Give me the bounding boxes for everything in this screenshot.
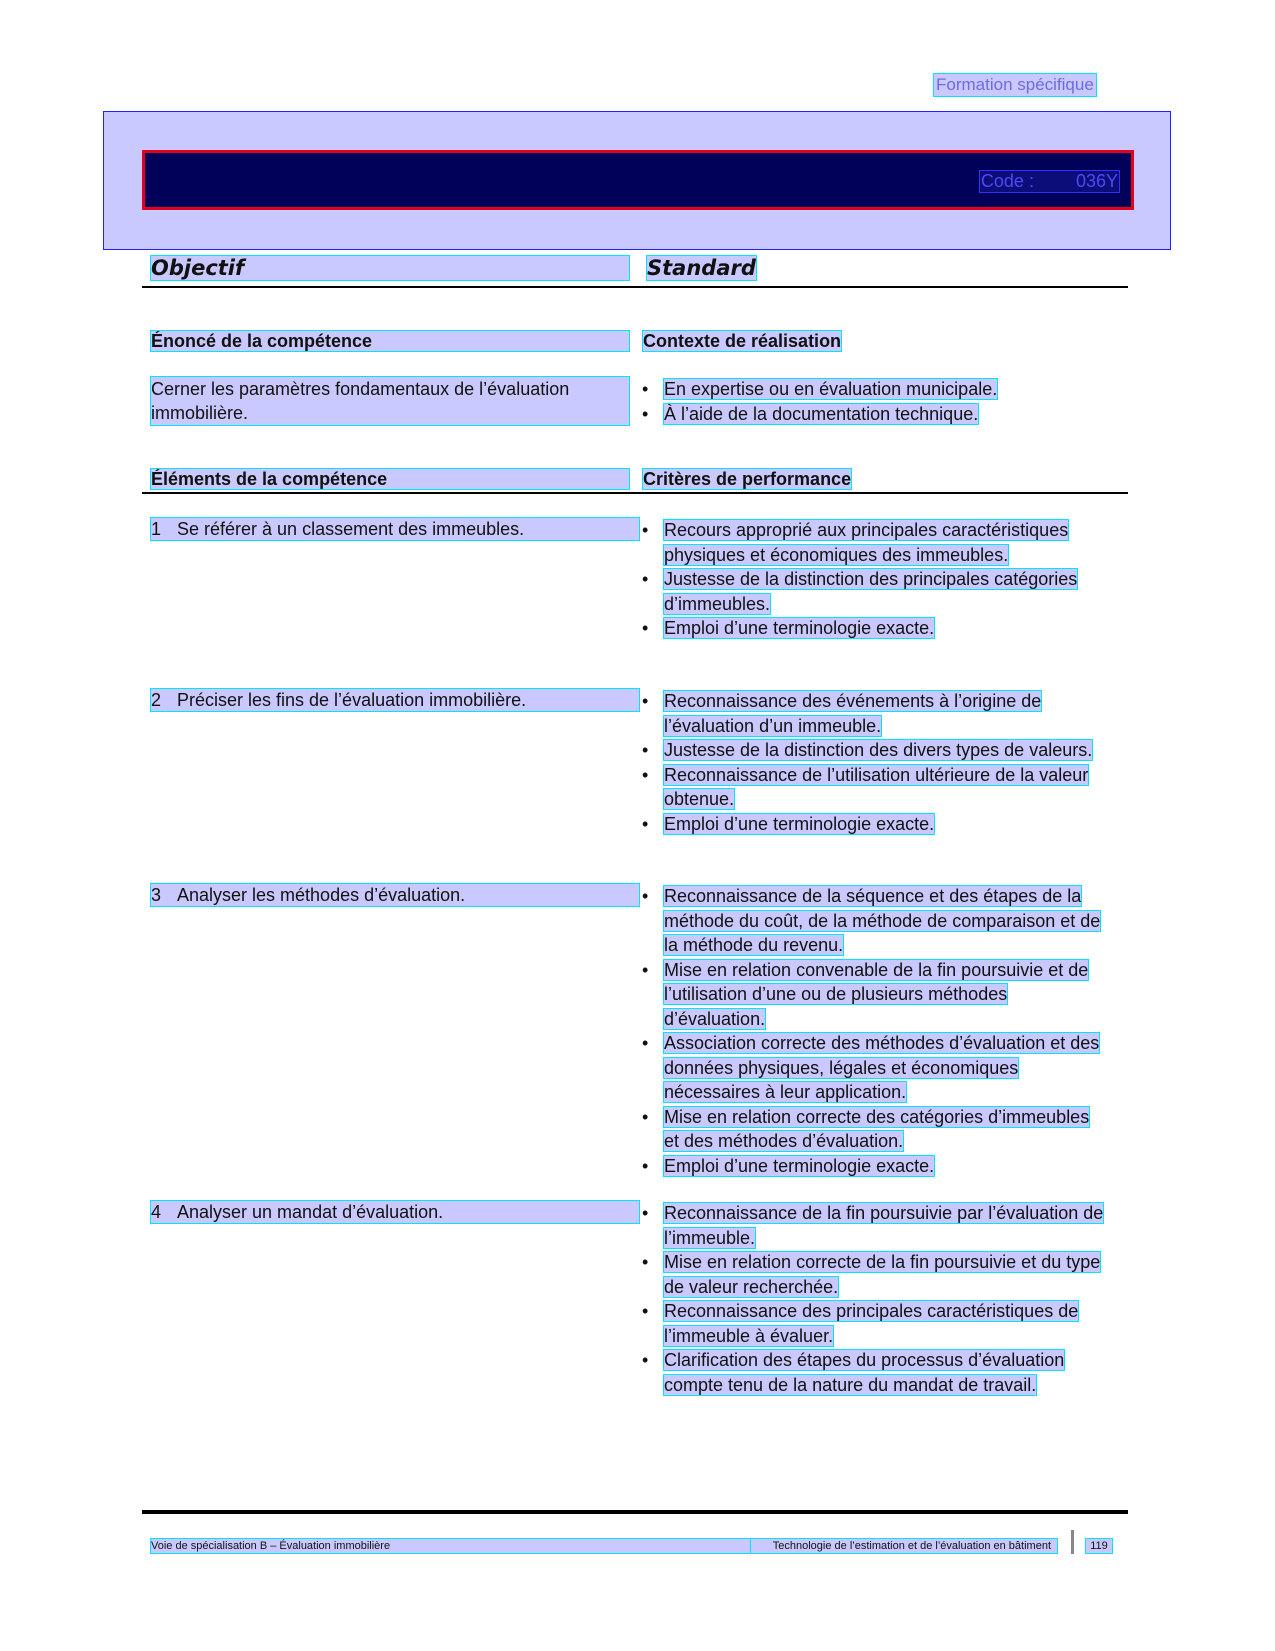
criterion-item: • Mise en relation convenable de la fin poursuivie et de l’utilisation d’une ou de plusieurs méthodes d’évaluation. xyxy=(642,958,1104,1032)
section-standard: Standard xyxy=(647,256,756,280)
code-label: Code : xyxy=(980,171,1034,191)
element-3: 3 Analyser les méthodes d’évaluation. xyxy=(151,884,639,906)
criterion-item: • Reconnaissance des principales caractéristiques de l’immeuble à évaluer. xyxy=(642,1299,1104,1348)
criterion-item: • Emploi d’une terminologie exacte. xyxy=(642,1154,1104,1179)
criterion-item: • Recours approprié aux principales caractéristiques physiques et économiques des immeubles. xyxy=(642,518,1104,567)
section-rule xyxy=(142,286,1128,288)
footer-rule xyxy=(142,1510,1128,1514)
criterion-item: • Association correcte des méthodes d’évaluation et des données physiques, légales et économiques nécessaires à leur application. xyxy=(642,1031,1104,1105)
criterion-item: • Emploi d’une terminologie exacte. xyxy=(642,616,1104,641)
header-label: Formation spécifique xyxy=(936,75,1094,94)
context-list xyxy=(642,377,1122,426)
page-number: 119 xyxy=(1086,1539,1112,1553)
criteria-list-1 xyxy=(642,518,1104,641)
element-2: 2 Préciser les fins de l’évaluation immobilière. xyxy=(151,689,639,711)
criterion-item: • Justesse de la distinction des divers types de valeurs. xyxy=(642,738,1104,763)
code-field xyxy=(980,171,1119,192)
footer-right: Technologie de l’estimation et de l’évaluation en bâtiment xyxy=(751,1539,1057,1553)
criterion-item: • Reconnaissance des événements à l’origine de l’évaluation d’un immeuble. xyxy=(642,689,1104,738)
criterion-item: • Reconnaissance de la séquence et des étapes de la méthode du coût, de la méthode de comparaison et de la méthode du revenu. xyxy=(642,884,1104,958)
criteria-list-4 xyxy=(642,1201,1104,1397)
element-1: 1 Se référer à un classement des immeubles. xyxy=(151,518,639,540)
criterion-item: • Emploi d’une terminologie exacte. xyxy=(642,812,1104,837)
statement-label: Énoncé de la compétence xyxy=(151,331,629,351)
criterion-item: • Reconnaissance de la fin poursuivie par l’évaluation de l’immeuble. xyxy=(642,1201,1104,1250)
code-value: 036Y xyxy=(1075,171,1118,191)
context-label: Contexte de réalisation xyxy=(643,331,842,351)
elements-rule xyxy=(142,492,1128,494)
criteria-list-3 xyxy=(642,884,1104,1178)
section-objective: Objectif xyxy=(151,256,629,280)
criteria-label: Critères de performance xyxy=(643,469,852,489)
criterion-item: • Justesse de la distinction des principales catégories d’immeubles. xyxy=(642,567,1104,616)
footer-divider xyxy=(1071,1530,1074,1554)
element-4: 4 Analyser un mandat d’évaluation. xyxy=(151,1201,639,1223)
footer-left: Voie de spécialisation B – Évaluation immobilière xyxy=(151,1539,751,1553)
criterion-item: • Mise en relation correcte de la fin poursuivie et du type de valeur recherchée. xyxy=(642,1250,1104,1299)
context-item: • En expertise ou en évaluation municipale. xyxy=(642,377,1122,402)
criteria-list-2 xyxy=(642,689,1104,836)
elements-label: Éléments de la compétence xyxy=(151,469,629,489)
statement-text: Cerner les paramètres fondamentaux de l’évaluation immobilière. xyxy=(151,377,629,425)
title-bar xyxy=(142,150,1134,210)
criterion-item: • Mise en relation correcte des catégories d’immeubles et des méthodes d’évaluation. xyxy=(642,1105,1104,1154)
context-item: • À l’aide de la documentation technique. xyxy=(642,402,1122,427)
criterion-item: • Reconnaissance de l’utilisation ultérieure de la valeur obtenue. xyxy=(642,763,1104,812)
criterion-item: • Clarification des étapes du processus d’évaluation compte tenu de la nature du mandat de travail. xyxy=(642,1348,1104,1397)
